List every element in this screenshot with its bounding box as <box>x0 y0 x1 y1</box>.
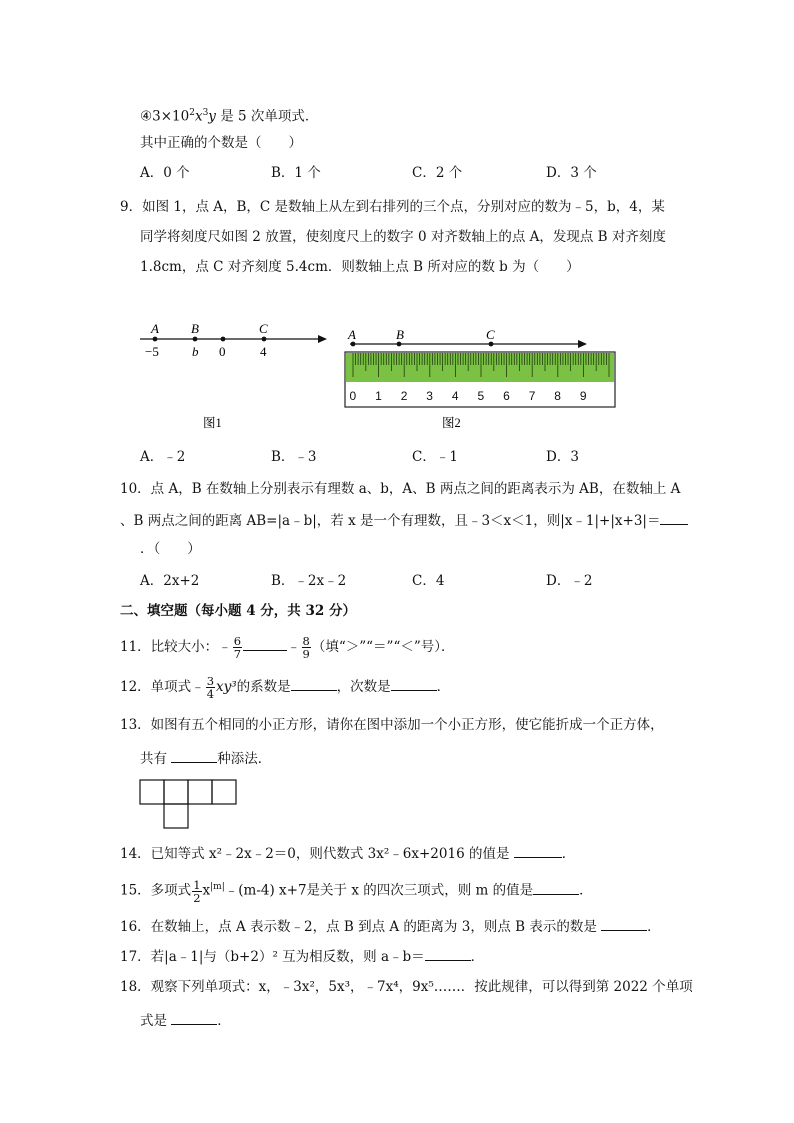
q10-line3: ．（ ） <box>140 541 201 557</box>
circled-number: ④ <box>140 108 153 125</box>
q8-item4-post: 是 5 次单项式． <box>215 108 319 125</box>
ruler-number: 3 <box>426 389 433 403</box>
ruler-number: 2 <box>400 389 408 403</box>
figure2-caption: 图2 <box>442 416 461 430</box>
q15-numerator: 1 <box>193 877 201 892</box>
q8-options <box>140 164 700 182</box>
q9-line2: 同学将刻度尺如图 2 放置，使刻度尺上的数字 0 对齐数轴上的点 A，发现点 B 对齐刻度 <box>140 229 666 245</box>
q18-line2 <box>140 1010 231 1030</box>
q13-answer-blank[interactable] <box>171 748 217 763</box>
q11-prefix: 11．比较大小：﹣ <box>120 639 232 655</box>
axis-arrow <box>578 340 587 348</box>
q8-option-a[interactable]: A．0 个 <box>140 165 190 181</box>
q16-answer-blank[interactable] <box>601 916 647 931</box>
point-c <box>489 342 494 347</box>
value-c: 4 <box>260 344 267 359</box>
q15-x: x <box>202 882 211 899</box>
q10-line1: 10．点 A，B 在数轴上分别表示有理数 a、b，A、B 两点之间的距离表示为 AB，在数轴上 A <box>120 481 681 497</box>
q8-item4 <box>140 104 318 126</box>
q8-item4-coef: 3×10 <box>152 108 190 125</box>
square-2 <box>164 780 188 804</box>
q12-prefix: 12．单项式﹣ <box>120 679 205 695</box>
q10-option-c[interactable]: C．4 <box>412 573 445 589</box>
point-b <box>397 342 402 347</box>
square-3 <box>188 780 212 804</box>
q9-option-a[interactable]: A．﹣2 <box>140 449 186 465</box>
q10-answer-blank[interactable] <box>660 510 688 525</box>
q14-answer-blank[interactable] <box>514 843 562 858</box>
q9-options <box>140 448 700 466</box>
q8-item4-x: x <box>194 108 203 125</box>
ruler-number: 0 <box>349 389 357 403</box>
q18-line2-pre: 式是 <box>140 1013 172 1029</box>
q8-option-b[interactable]: B．1 个 <box>271 165 321 181</box>
label-c: C <box>486 327 495 342</box>
q9-figure2-ruler <box>340 322 620 438</box>
q18-answer-blank[interactable] <box>171 1010 217 1025</box>
q11-suffix: （填“＞”“＝”“＜”号）． <box>311 639 455 655</box>
q11-denominator-1: 7 <box>233 647 242 661</box>
q15-suffix: ． <box>579 882 593 899</box>
q17 <box>120 946 484 966</box>
q10-option-a[interactable]: A．2x+2 <box>140 573 200 589</box>
q11-denominator-2: 9 <box>302 647 310 661</box>
q11-answer-blank[interactable] <box>243 636 287 651</box>
square-1 <box>140 780 164 804</box>
q10-option-b[interactable]: B．﹣2x﹣2 <box>271 573 347 589</box>
label-a: A <box>151 321 159 336</box>
q9-line3: 1.8cm，点 C 对齐刻度 5.4cm．则数轴上点 B 所对应的数 b 为（ ） <box>140 259 580 275</box>
q13-line2-post: 种添法． <box>217 751 272 767</box>
q13-line1: 13．如图有五个相同的小正方形，请你在图中添加一个小正方形，使它能折成一个正方体， <box>120 717 664 733</box>
point-a <box>351 342 356 347</box>
ruler-number: 1 <box>375 389 382 403</box>
q18-line2-post: ． <box>217 1013 231 1029</box>
square-5 <box>164 804 188 828</box>
q14-text: 14．已知等式 x²﹣2x﹣2＝0，则代数式 3x²﹣6x+2016 的值是 <box>120 846 514 862</box>
q16-suffix: ． <box>647 919 661 935</box>
q12-degree-blank[interactable] <box>391 676 437 691</box>
q9-option-b[interactable]: B．﹣3 <box>271 449 317 465</box>
label-b: B <box>191 321 199 336</box>
q11-fraction-2 <box>302 635 311 660</box>
q15-rest: ﹣(m-4) x+7是关于 x 的四次三项式，则 m 的值是 <box>224 882 534 899</box>
value-a: −5 <box>145 344 159 359</box>
q11-numerator-2: 8 <box>302 634 310 648</box>
q12-monomial: xy³ <box>216 679 237 695</box>
point-a <box>153 337 158 342</box>
q16-text: 16．在数轴上，点 A 表示数﹣2，点 B 到点 A 的距离为 3，则点 B 表示的数是 <box>120 919 602 935</box>
q15-fraction <box>192 879 201 904</box>
q15-answer-blank[interactable] <box>533 880 579 895</box>
q12 <box>120 672 450 702</box>
q14 <box>120 843 575 863</box>
q12-coef-blank[interactable] <box>291 676 337 691</box>
q15-exponent: |m| <box>210 882 225 892</box>
q14-suffix: ． <box>561 846 576 862</box>
point-origin <box>221 337 226 342</box>
q8-item4-y: y <box>208 108 216 125</box>
q11-fraction-1 <box>233 635 242 660</box>
q11-numerator-1: 6 <box>233 634 242 648</box>
ruler-number: 7 <box>528 389 536 403</box>
q12-numerator: 3 <box>206 674 215 688</box>
q15-prefix: 15．多项式 <box>120 882 192 899</box>
point-b <box>193 337 198 342</box>
value-b: b <box>192 344 199 359</box>
q15-denominator: 2 <box>193 890 201 905</box>
q11 <box>120 632 455 662</box>
q9-option-d[interactable]: D．3 <box>546 449 579 465</box>
point-c <box>262 337 267 342</box>
section2-title: 二、填空题（每小题 4 分，共 32 分） <box>120 603 356 619</box>
ruler-number: 8 <box>554 389 561 403</box>
q13-squares-figure <box>139 779 239 829</box>
axis-arrow <box>318 335 327 343</box>
q15 <box>120 872 593 906</box>
q8-option-d[interactable]: D．3 个 <box>546 165 597 181</box>
ruler-number: 9 <box>579 389 587 403</box>
label-a: A <box>348 327 356 342</box>
q18-line1: 18．观察下列单项式：x，﹣3x²，5x³，﹣7x⁴，9x⁵……．按此规律，可以得到第 2022 个单项 <box>120 979 693 995</box>
q12-degree-label: ，次数是 <box>336 679 391 695</box>
label-c: C <box>259 321 268 336</box>
q8-question: 其中正确的个数是（ ） <box>140 135 302 151</box>
ruler-number: 5 <box>477 389 485 403</box>
value-origin: 0 <box>219 344 226 359</box>
figure1-caption: 图1 <box>203 416 222 430</box>
q10-option-d[interactable]: D．﹣2 <box>546 573 593 589</box>
ruler-number: 6 <box>503 389 510 403</box>
q9-option-c[interactable]: C．﹣1 <box>412 449 458 465</box>
q12-denominator: 4 <box>206 687 215 701</box>
q17-text: 17．若|a﹣1|与（b+2）² 互为相反数，则 a﹣b＝ <box>120 949 425 965</box>
q13-line2-pre: 共有 <box>140 751 172 767</box>
q8-item4-exp2: 3 <box>202 108 209 118</box>
square-4 <box>212 780 236 804</box>
q12-fraction <box>206 675 215 700</box>
q16 <box>120 916 661 936</box>
q8-option-c[interactable]: C．2 个 <box>412 165 463 181</box>
q10-line2 <box>120 510 688 530</box>
q8-item4-exp1: 2 <box>189 108 195 118</box>
q11-minus: ﹣ <box>287 639 301 655</box>
q10-line2-text: 、B 两点之间的距离 AB=|a﹣b|，若 x 是一个有理数，且﹣3＜x＜1，则|x﹣1|+|x+3|＝ <box>120 513 661 529</box>
q17-answer-blank[interactable] <box>425 946 471 961</box>
q9-figure1-number-line <box>135 318 335 438</box>
q12-coef-label: 的系数是 <box>236 679 291 695</box>
q9-line1: 9．如图 1，点 A，B，C 是数轴上从左到右排列的三个点，分别对应的数为﹣5，b，4，某 <box>120 199 665 215</box>
q13-line2 <box>140 748 271 768</box>
q10-options <box>140 572 700 590</box>
q17-suffix: ． <box>470 949 485 965</box>
label-b: B <box>396 327 404 342</box>
q12-suffix: ． <box>436 679 451 695</box>
ruler-number: 4 <box>451 389 459 403</box>
